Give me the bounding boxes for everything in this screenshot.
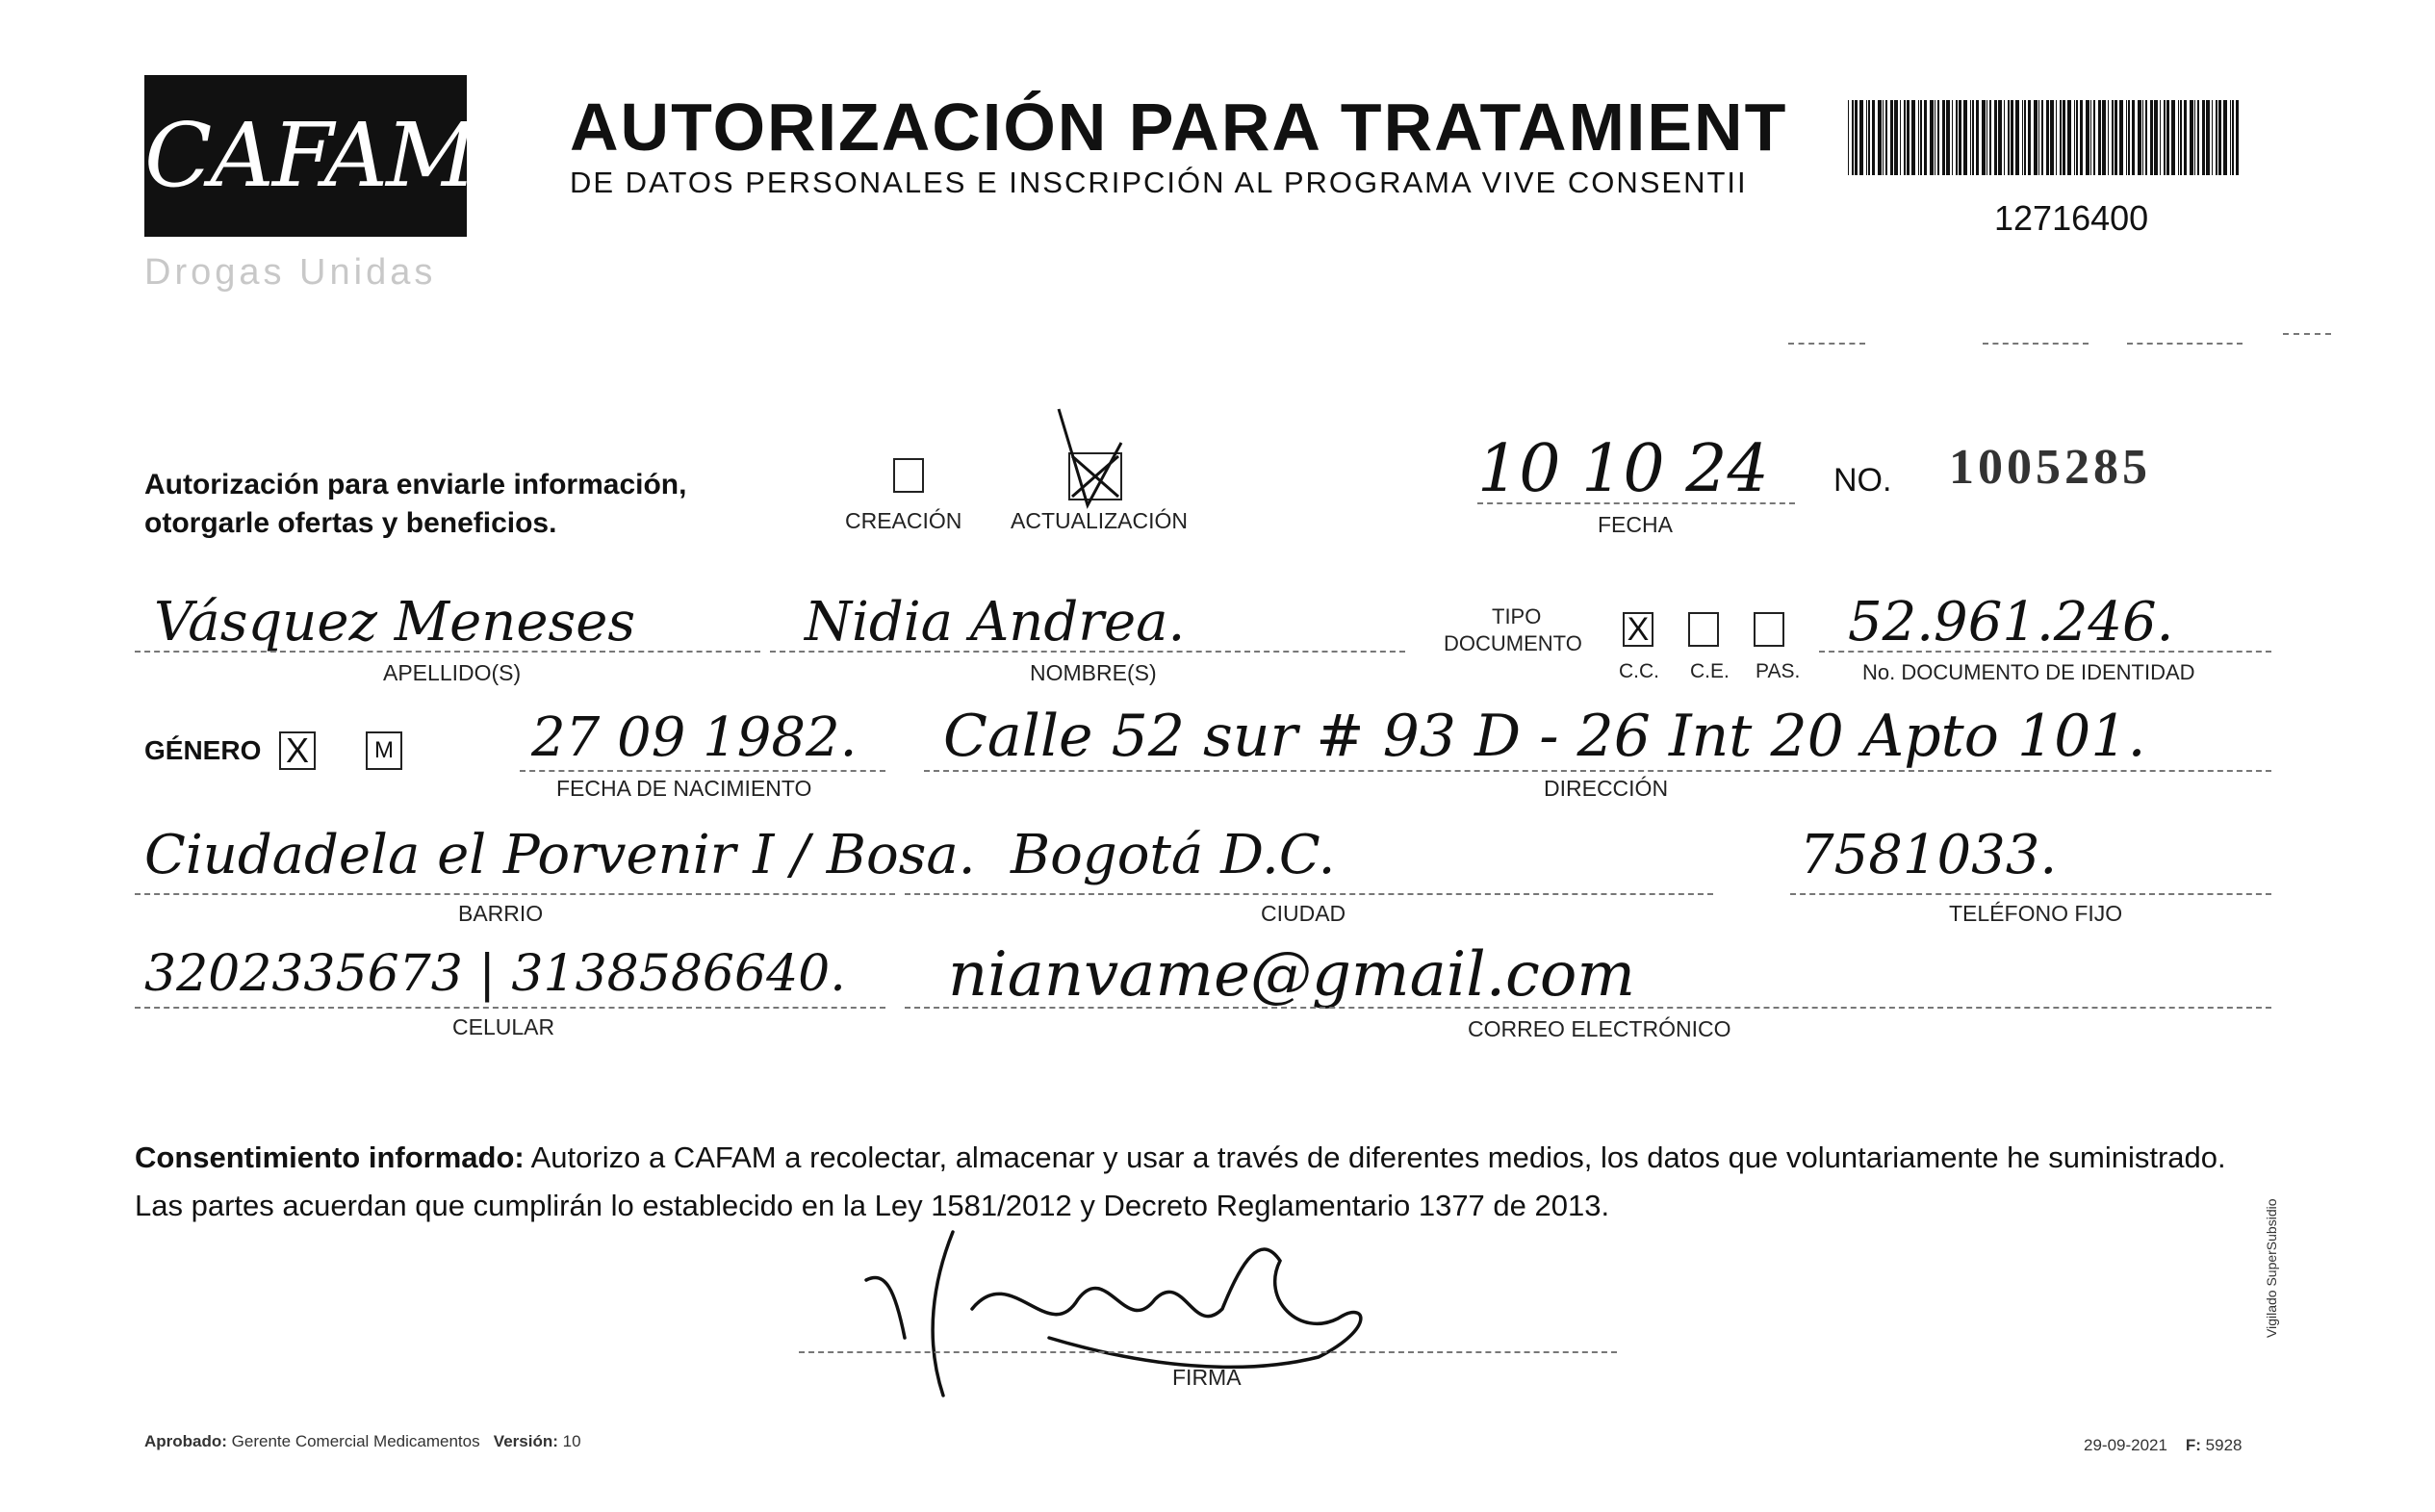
fecha-nacimiento-line: [520, 770, 885, 772]
barcode-bar: [2216, 100, 2217, 175]
nombre-line: [770, 651, 1405, 653]
barcode-bar: [2166, 100, 2169, 175]
barcode-number: 12716400: [1994, 198, 2149, 238]
documento-label: DOCUMENTO: [1444, 631, 1582, 655]
creacion-checkbox[interactable]: [893, 458, 924, 493]
barcode-bar: [1890, 100, 1893, 175]
barcode-bar: [2232, 100, 2234, 175]
tipo-label: TIPO: [1492, 604, 1542, 628]
fecha-value: 10 10 24: [1477, 431, 1769, 507]
consent-text-2: Las partes acuerdan que cumplirán lo establecido en la Ley 1581/2012 y Decreto Reglamentario 1377 de 2013.: [135, 1189, 1610, 1222]
barcode-bar: [2067, 100, 2071, 175]
barcode-bar: [2015, 100, 2019, 175]
divider: [2283, 333, 2331, 335]
consent-lead: Consentimiento informado:: [135, 1140, 525, 1174]
barcode-bar: [1900, 100, 1901, 175]
print-date: 29-09-2021 F: 5928: [2084, 1436, 2243, 1454]
barcode-bar: [2236, 100, 2239, 175]
barcode-bar: [2046, 100, 2049, 175]
pas-label: PAS.: [1756, 660, 1801, 682]
barcode-bar: [2038, 100, 2039, 175]
genero-m-checkbox[interactable]: M: [366, 731, 402, 770]
barcode-bar: [1956, 100, 1958, 175]
barcode-bar: [2164, 100, 2166, 175]
ce-checkbox[interactable]: [1688, 612, 1719, 647]
apellido-line: [135, 651, 760, 653]
barcode-bar: [1904, 100, 1906, 175]
barcode-bar: [2145, 100, 2147, 175]
cc-checkbox[interactable]: X: [1623, 612, 1653, 647]
barcode-bar: [2008, 100, 2010, 175]
nombre-value: Nidia Andrea.: [805, 591, 1186, 653]
barcode-bar: [1872, 100, 1875, 175]
nombre-label: NOMBRE(S): [1030, 660, 1157, 685]
barcode-bar: [1855, 100, 1858, 175]
barcode-bar: [2184, 100, 2187, 175]
barcode-bar: [1998, 100, 2002, 175]
fecha-label: FECHA: [1598, 512, 1673, 537]
barcode-bar: [1930, 100, 1934, 175]
barcode-bar: [2180, 100, 2182, 175]
authorization-text: Autorización para enviarle información, otorgarle ofertas y beneficios.: [144, 469, 687, 539]
no-label: NO.: [1833, 462, 1892, 499]
barcode-bar: [2126, 100, 2127, 175]
documento-number-label: No. DOCUMENTO DE IDENTIDAD: [1862, 660, 2195, 684]
barcode-bar: [1866, 100, 1867, 175]
barcode-bar: [1986, 100, 1987, 175]
barcode-bar: [2060, 100, 2062, 175]
direccion-label: DIRECCIÓN: [1544, 776, 1669, 801]
correo-label: CORREO ELECTRÓNICO: [1468, 1016, 1731, 1041]
barcode-bar: [1859, 100, 1863, 175]
faded-stamp: Drogas Unidas: [144, 252, 437, 293]
barcode-bar: [1989, 100, 1991, 175]
telefono-value: 7581033.: [1800, 824, 2058, 886]
apellido-label: APELLIDO(S): [383, 660, 522, 685]
barcode-bar: [2115, 100, 2117, 175]
barcode-bar: [2063, 100, 2065, 175]
direccion-line: [924, 770, 2271, 772]
barcode-bar: [2171, 100, 2175, 175]
barcode-bar: [1952, 100, 1953, 175]
genero-f-checkbox[interactable]: X: [279, 731, 316, 770]
ciudad-value: Bogotá D.C.: [1011, 824, 1336, 886]
barcode-bar: [2086, 100, 2089, 175]
documento-line: [1819, 651, 2271, 653]
barcode-bar: [2202, 100, 2205, 175]
form-number: 1005285: [1949, 440, 2151, 495]
barcode-bar: [1942, 100, 1945, 175]
barcode-bar: [2034, 100, 2038, 175]
barcode-bar: [1959, 100, 1961, 175]
barcode-bar: [2194, 100, 2195, 175]
barcode-bar: [2154, 100, 2158, 175]
telefono-line: [1790, 893, 2271, 895]
barcode-bar: [2024, 100, 2026, 175]
barcode-bar: [1972, 100, 1974, 175]
barcode-bar: [2011, 100, 2013, 175]
barcode-bar: [1924, 100, 1927, 175]
barcode-bar: [2093, 100, 2095, 175]
barcode-bar: [1894, 100, 1898, 175]
approval-note: Aprobado: Gerente Comercial Medicamentos Versión: 10: [144, 1432, 581, 1450]
barcode-bar: [1963, 100, 1967, 175]
consent-text-1: Autorizo a CAFAM a recolectar, almacenar y usar a través de diferentes medios, los datos que voluntariamente he suministrado.: [524, 1140, 2226, 1174]
documento-value: 52.961.246.: [1848, 591, 2174, 653]
barcode-bar: [2206, 100, 2210, 175]
barcode-bar: [2080, 100, 2083, 175]
genero-label: GÉNERO: [144, 735, 262, 765]
barcode-bar: [2128, 100, 2130, 175]
apellido-value: Vásquez Meneses: [154, 591, 636, 653]
barcode-bar: [1937, 100, 1939, 175]
barcode-bar: [2050, 100, 2054, 175]
fecha-nacimiento-label: FECHA DE NACIMIENTO: [556, 776, 812, 801]
celular-value: 3202335673 | 3138586640.: [144, 945, 846, 1003]
barcode-bar: [2090, 100, 2091, 175]
ce-label: C.E.: [1690, 660, 1730, 682]
direccion-value: Calle 52 sur # 93 D - 26 Int 20 Apto 101.: [943, 703, 2146, 770]
barrio-label: BARRIO: [458, 901, 544, 926]
barcode-bar: [2056, 100, 2057, 175]
barcode-bar: [1976, 100, 1979, 175]
barcode-bar: [2150, 100, 2153, 175]
fecha-nacimiento-value: 27 09 1982.: [531, 706, 858, 769]
divider: [1788, 343, 1865, 345]
barcode-bar: [2102, 100, 2106, 175]
correo-line: [905, 1007, 2271, 1009]
barcode-bar: [1911, 100, 1915, 175]
barcode-bar: [2004, 100, 2005, 175]
barcode-bar: [2041, 100, 2043, 175]
barcode-bar: [2108, 100, 2109, 175]
creacion-label: CREACIÓN: [845, 508, 962, 533]
barcode-bar: [2142, 100, 2143, 175]
firma-label: FIRMA: [1172, 1365, 1242, 1390]
ciudad-line: [905, 893, 1713, 895]
divider: [2127, 343, 2243, 345]
barrio-value: Ciudadela el Porvenir I / Bosa.: [144, 824, 976, 886]
cc-label: C.C.: [1619, 660, 1659, 682]
form-title: AUTORIZACIÓN PARA TRATAMIENT: [570, 90, 1788, 165]
barcode-bar: [1920, 100, 1922, 175]
barcode-bar: [2138, 100, 2141, 175]
barcode-bar: [2160, 100, 2161, 175]
divider: [1983, 343, 2089, 345]
fecha-line: [1477, 502, 1795, 504]
form-subtitle: DE DATOS PERSONALES E INSCRIPCIÓN AL PROGRAMA VIVE CONSENTII: [570, 166, 1748, 199]
barcode-bar: [2230, 100, 2231, 175]
actualizacion-label: ACTUALIZACIÓN: [1011, 508, 1189, 533]
barcode-bar: [2076, 100, 2078, 175]
barcode-bar: [2028, 100, 2031, 175]
barcode-bar: [1852, 100, 1854, 175]
barcode-bar: [1848, 100, 1849, 175]
barcode-bar: [2190, 100, 2193, 175]
correo-value: nianvame@gmail.com: [948, 939, 1636, 1011]
barcode-bar: [2212, 100, 2213, 175]
barcode-bar: [2022, 100, 2023, 175]
firma-line: [799, 1351, 1617, 1353]
barrio-line: [135, 893, 895, 895]
barcode-bar: [1883, 100, 1884, 175]
barcode-bar: [2218, 100, 2221, 175]
barcode-bar: [1918, 100, 1919, 175]
barcode-bar: [2197, 100, 2199, 175]
barcode-bar: [1970, 100, 1971, 175]
barcode-bar: [1982, 100, 1986, 175]
celular-label: CELULAR: [452, 1014, 555, 1039]
check-stroke: [1049, 404, 1126, 510]
side-vigilado-text: Vigilado SuperSubsidio: [2264, 1198, 2279, 1338]
pas-checkbox[interactable]: [1754, 612, 1784, 647]
barcode-bar: [1907, 100, 1910, 175]
barcode-bar: [2098, 100, 2101, 175]
barcode-bar: [2223, 100, 2227, 175]
barcode-bar: [2178, 100, 2179, 175]
barcode-bar: [1994, 100, 1997, 175]
barcode-bar: [2119, 100, 2123, 175]
barcode-bar: [1878, 100, 1882, 175]
cafam-logo: CAFAM: [144, 75, 467, 237]
barcode-bar: [1946, 100, 1950, 175]
barcode-bar: [2074, 100, 2075, 175]
barcode-bar: [1868, 100, 1870, 175]
celular-line: [135, 1007, 885, 1009]
barcode-image: [1848, 100, 2243, 175]
barcode-bar: [2132, 100, 2135, 175]
handwritten-signature: [857, 1203, 1396, 1424]
barcode-bar: [2112, 100, 2114, 175]
ciudad-label: CIUDAD: [1261, 901, 1346, 926]
barcode-bar: [1885, 100, 1887, 175]
telefono-label: TELÉFONO FIJO: [1949, 901, 2123, 926]
